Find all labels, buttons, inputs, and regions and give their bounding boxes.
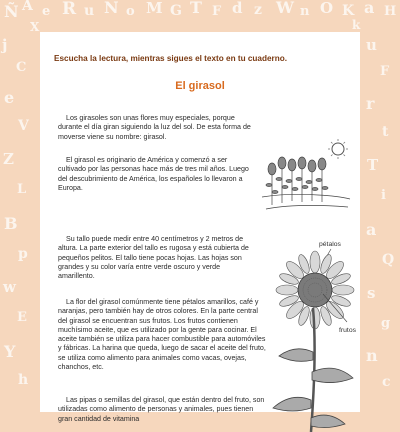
bg-letter: a — [364, 0, 375, 17]
bg-letter: p — [18, 246, 28, 262]
bg-letter: k — [352, 18, 361, 32]
bg-letter: t — [382, 124, 389, 140]
paragraph-5: Las pipas o semillas del girasol, que están dentro del fruto, son utilizadas como alimento de personas y animales, pues tienen gran cantidad de vitamina — [58, 396, 265, 423]
bg-letter: d — [232, 0, 243, 17]
bg-letter: h — [18, 372, 29, 388]
bg-letter: V — [18, 118, 29, 134]
paragraph-4: La flor del girasol comúnmente tiene pétalos amarillos, café y naranjas, pero también hay de otros colores. En la parte central del girasol se encuentran sus frutos. Los frutos contienen muchísimo aceite, que es utilizado por la gente para cocinar. El aceite también se utiliza para hacer combustible para automóviles y fábricas. La harina que queda, luego de sacar el aceite del fruto, se utiliza como alimento para animales como vacas, ovejas, chanchos, etc. — [58, 298, 266, 372]
bg-letter: e — [42, 4, 51, 19]
reading-title: El girasol — [175, 80, 225, 92]
bg-letter: o — [126, 4, 135, 19]
bg-letter: s — [367, 284, 376, 302]
bg-letter: F — [212, 4, 222, 19]
bg-letter: M — [146, 0, 163, 17]
label-frutos: frutos — [339, 327, 356, 334]
bg-letter: Q — [382, 252, 395, 268]
bg-letter: W — [276, 0, 294, 17]
bg-letter: Ñ — [4, 2, 19, 21]
bg-letter: n — [366, 346, 378, 365]
sun-icon — [328, 139, 348, 159]
bg-letter: n — [300, 4, 310, 19]
bg-letter: E — [17, 310, 27, 325]
bg-letter: A — [22, 0, 33, 14]
bg-letter: w — [3, 278, 16, 296]
bg-letter: r — [366, 94, 375, 113]
bg-letter: X — [30, 20, 40, 34]
bg-letter: H — [384, 4, 397, 19]
bg-letter: c — [382, 374, 391, 390]
bg-letter: G — [170, 3, 182, 19]
bg-letter: F — [380, 64, 390, 79]
sunflower-head — [276, 251, 354, 329]
sunflower-field-illustration — [258, 137, 354, 221]
bg-letter: u — [84, 3, 95, 19]
bg-letter: R — [62, 0, 77, 19]
label-petalos: pétalos — [319, 241, 341, 248]
bg-letter: O — [320, 0, 334, 17]
bg-letter: z — [254, 2, 262, 18]
bg-letter: T — [367, 156, 379, 174]
bg-letter: e — [4, 88, 15, 107]
bg-letter: B — [4, 214, 18, 233]
bg-letter: j — [2, 36, 8, 54]
bg-letter: Z — [3, 150, 14, 168]
bg-letter: L — [17, 182, 27, 197]
bg-letter: g — [381, 316, 391, 331]
bg-letter: a — [366, 220, 377, 239]
bg-letter: T — [190, 0, 202, 17]
instruction-text: Escucha la lectura, mientras sigues el texto en tu cuaderno. — [54, 54, 287, 63]
paragraph-1: Los girasoles son unas flores muy especiales, porque durante el día giran siguiendo la luz del sol. De esta forma de moverse viene su nombre: girasol. — [58, 114, 251, 141]
bg-letter: Y — [4, 342, 16, 361]
bg-letter: u — [366, 36, 377, 54]
bg-letter: i — [381, 188, 386, 203]
paragraph-3: Su tallo puede medir entre 40 centímetros y 2 metros de altura. La parte exterior del tallo es rugosa y está cubierta de pequeños pelitos. El tallo tiene pocas hojas. Las hojas son grandes y su color varía entre verde oscuro y verde amarillento. — [58, 235, 249, 281]
sunflower-illustration — [255, 232, 360, 432]
bg-letter: N — [104, 0, 119, 17]
bg-letter: K — [342, 3, 355, 19]
bg-letter: C — [16, 60, 27, 75]
paragraph-2: El girasol es originario de América y comenzó a ser cultivado por las personas hace más de tres mil años. Luego del descubrimiento de América, los españoles lo llevaron a Europa. — [58, 156, 249, 192]
worksheet-page — [40, 32, 360, 423]
